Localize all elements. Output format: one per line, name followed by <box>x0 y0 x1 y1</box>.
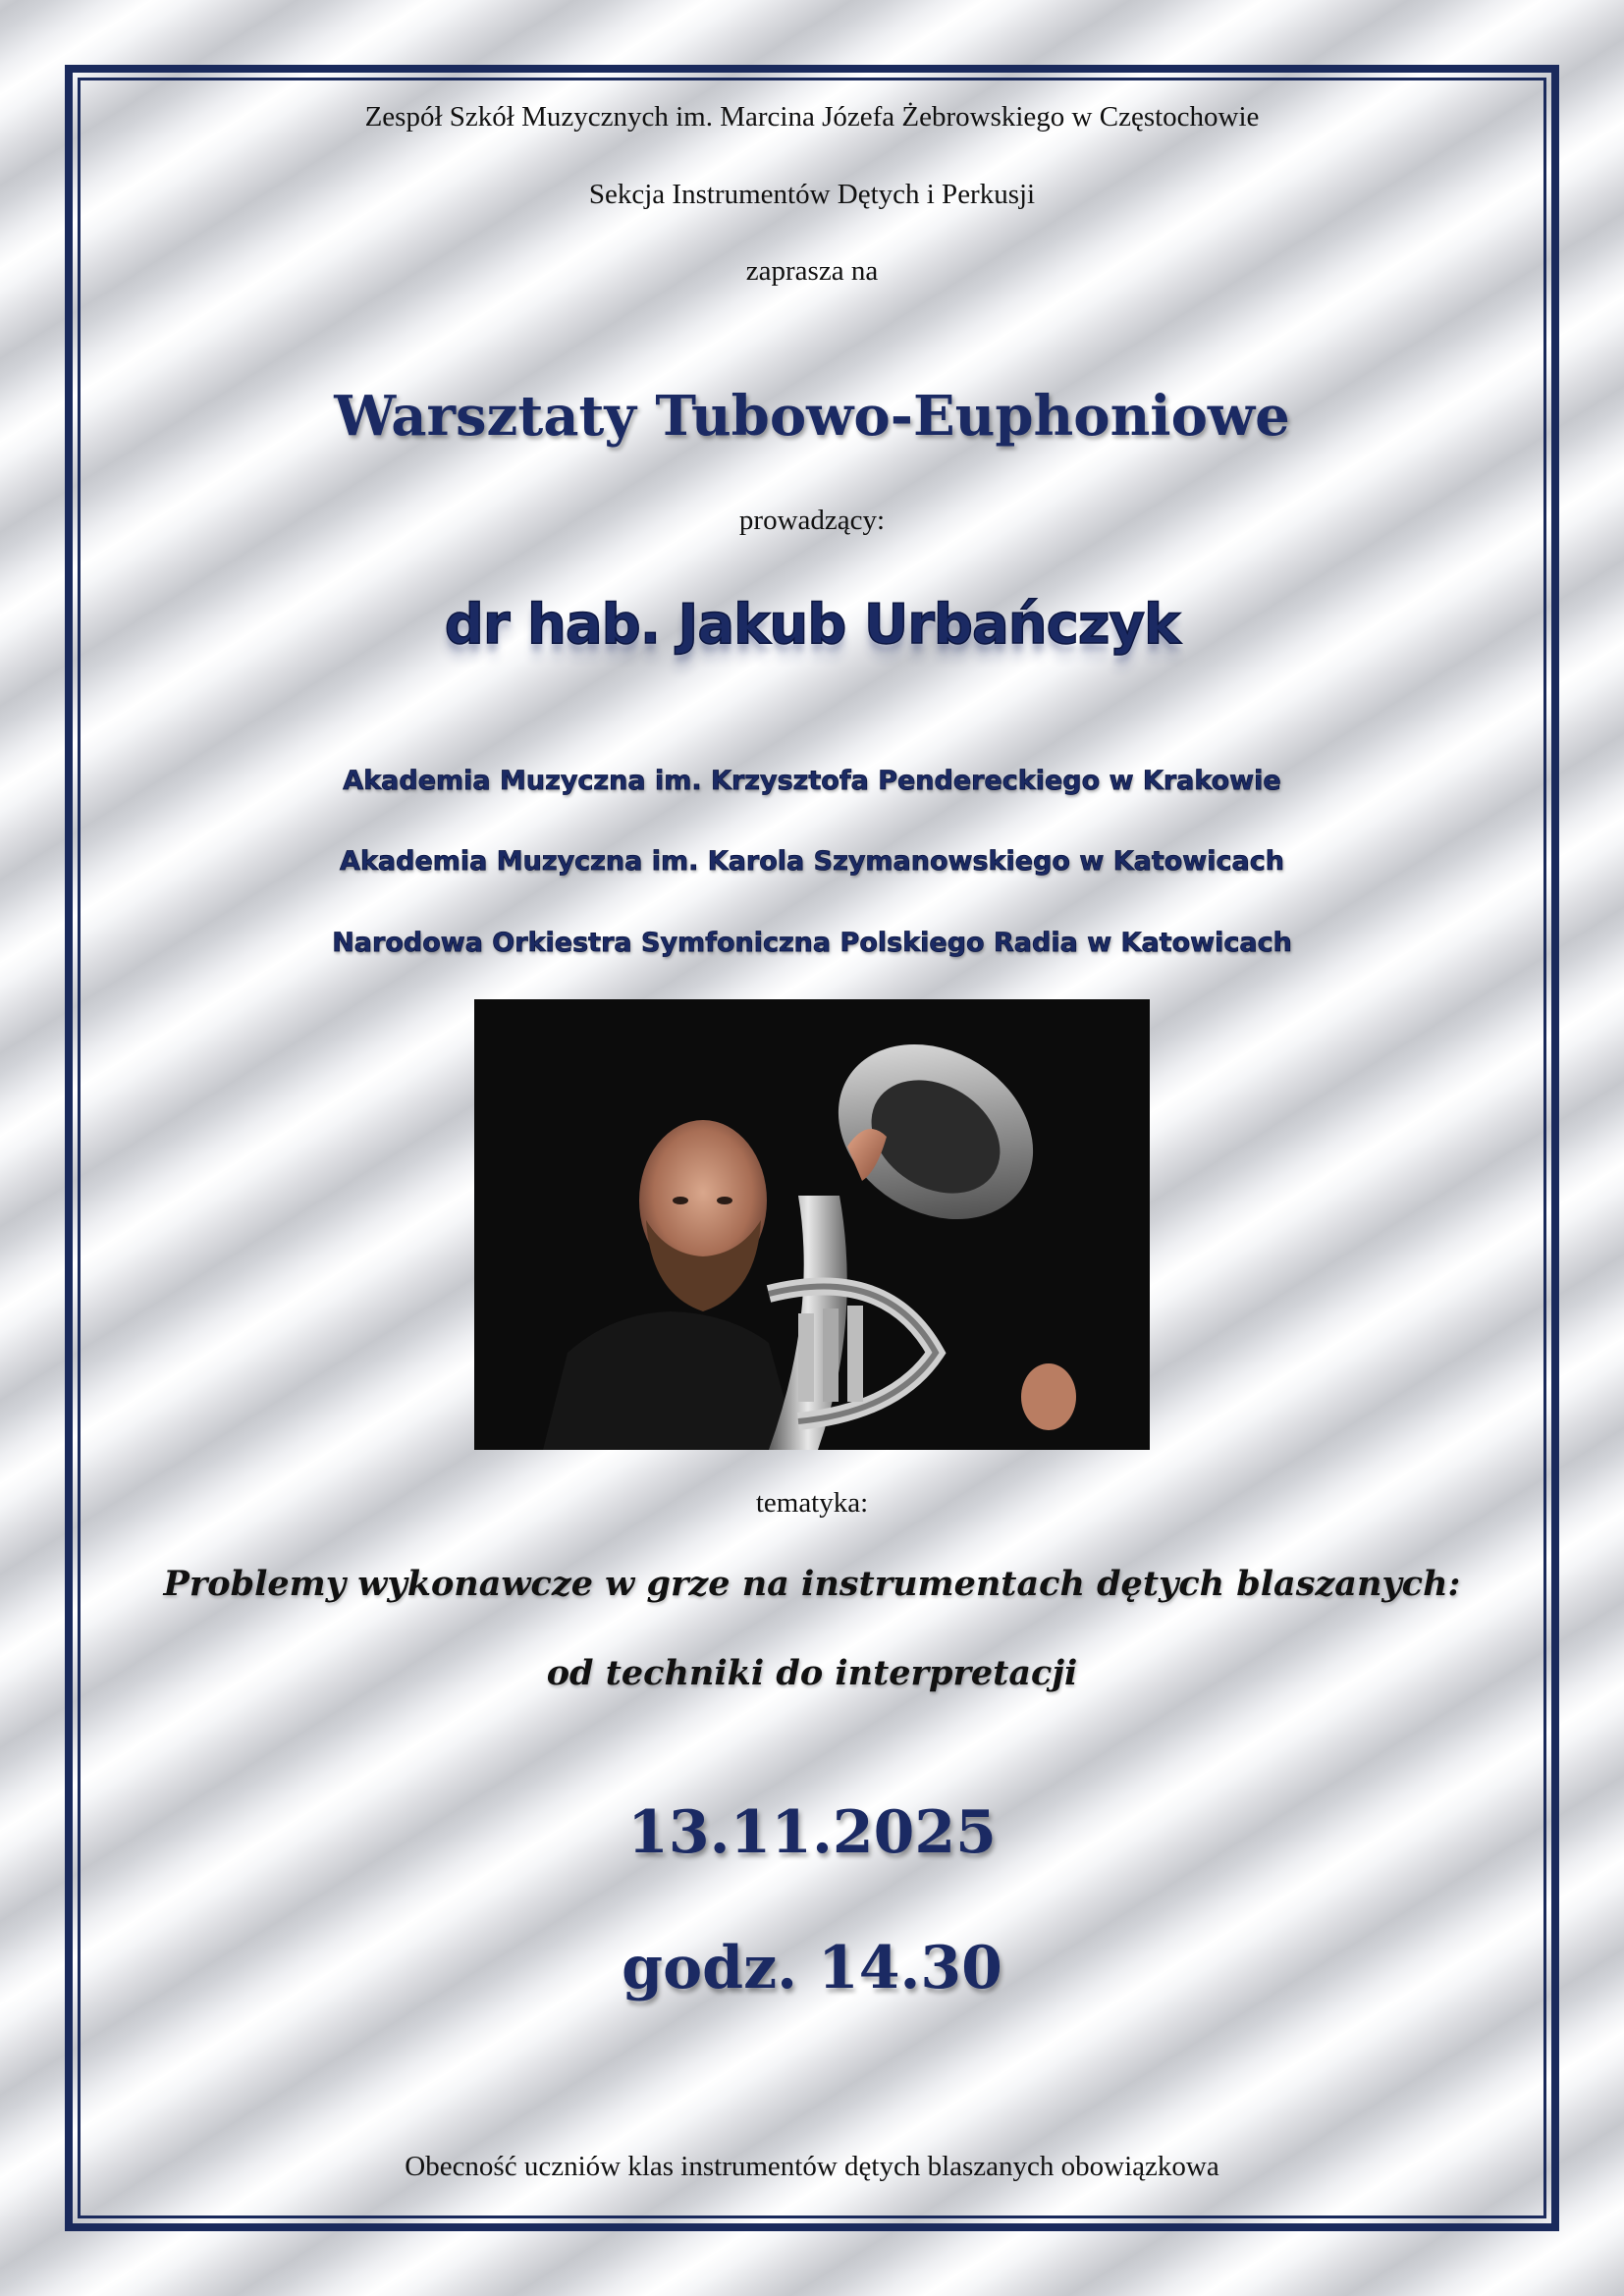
lecturer-label: prowadzący: <box>738 505 886 536</box>
event-time: godz. 14.30 <box>622 1934 1002 2002</box>
invites-text: zaprasza na <box>745 255 879 287</box>
school-name: Zespół Szkół Muzycznych im. Marcina Józefa Żebrowskiego w Częstochowie <box>364 101 1260 133</box>
affiliation-katowice-academy: Akademia Muzyczna im. Karola Szymanowskiego w Katowicach <box>340 846 1284 877</box>
euphonium-player-photo <box>474 999 1150 1450</box>
topic-line-1: Problemy wykonawcze w grze na instrumentach dętych blaszanych: <box>163 1564 1461 1604</box>
workshop-title: Warsztaty Tubowo-Euphoniowe <box>334 384 1290 449</box>
lecturer-name: dr hab. Jakub Urbańczyk <box>444 593 1180 657</box>
attendance-note: Obecność uczniów klas instrumentów dętych blaszanych obowiązkowa <box>405 2151 1219 2182</box>
topic-line-2: od techniki do interpretacji <box>546 1653 1078 1693</box>
section-name: Sekcja Instrumentów Dętych i Perkusji <box>588 179 1036 210</box>
topic-label: tematyka: <box>755 1487 869 1519</box>
affiliation-krakow: Akademia Muzyczna im. Krzysztofa Pendereckiego w Krakowie <box>343 766 1281 796</box>
affiliation-orchestra: Narodowa Orkiestra Symfoniczna Polskiego Radia w Katowicach <box>332 928 1292 958</box>
event-date: 13.11.2025 <box>627 1798 997 1867</box>
